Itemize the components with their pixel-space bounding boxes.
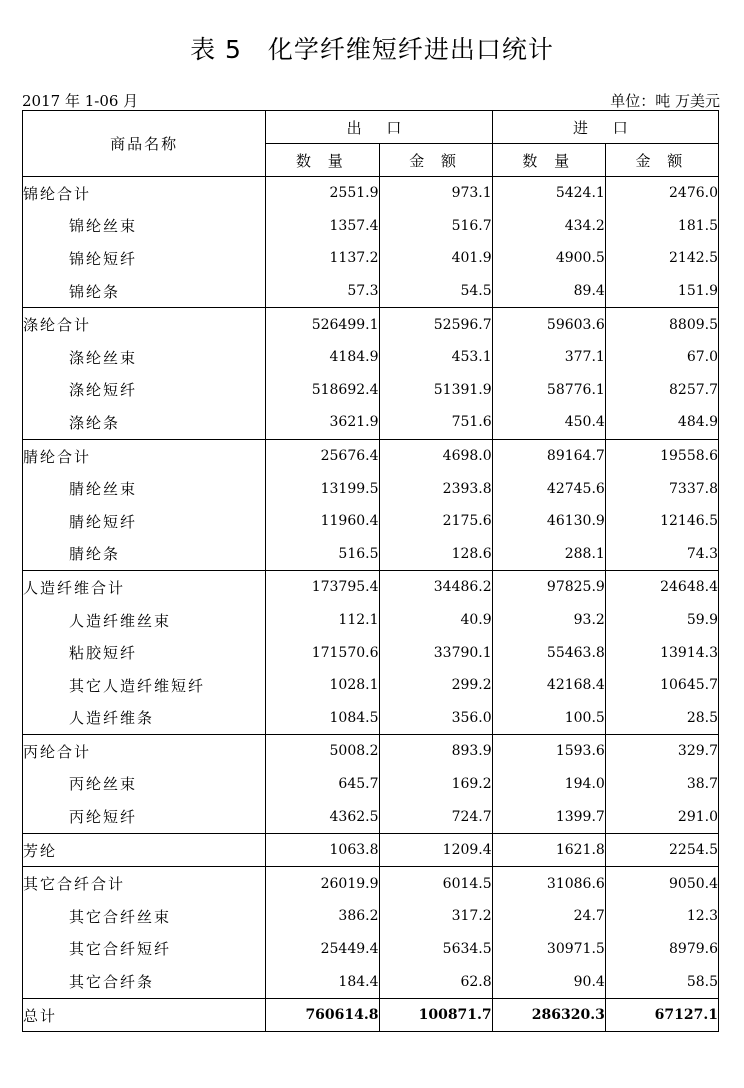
export-quantity-cell: 1137.2 — [266, 242, 379, 275]
export-quantity-cell: 4362.5 — [266, 800, 379, 833]
import-amount-cell: 12.3 — [605, 900, 718, 933]
export-quantity-cell: 386.2 — [266, 900, 379, 933]
table-row — [23, 538, 719, 571]
import-amount-cell: 19558.6 — [605, 439, 718, 472]
export-quantity-cell: 526499.1 — [266, 308, 379, 341]
export-quantity-cell: 2551.9 — [266, 177, 379, 210]
export-quantity-cell: 1063.8 — [266, 833, 379, 867]
export-amount-cell: 516.7 — [379, 210, 492, 243]
product-name-cell: 人造纤维丝束 — [23, 604, 266, 637]
import-quantity-cell: 377.1 — [492, 341, 605, 374]
import-amount-cell: 58.5 — [605, 965, 718, 998]
import-quantity-cell: 1593.6 — [492, 735, 605, 768]
import-quantity-cell: 46130.9 — [492, 505, 605, 538]
product-name-cell: 其它合纤短纤 — [23, 933, 266, 966]
export-quantity-cell: 25676.4 — [266, 439, 379, 472]
product-name-cell: 其它合纤丝束 — [23, 900, 266, 933]
table-row — [23, 604, 719, 637]
table-row — [23, 933, 719, 966]
table-row — [23, 833, 719, 867]
product-name-cell: 涤纶条 — [23, 406, 266, 439]
table-row — [23, 965, 719, 998]
export-amount-cell: 52596.7 — [379, 308, 492, 341]
export-amount-cell: 4698.0 — [379, 439, 492, 472]
table-row — [23, 998, 719, 1032]
product-name-cell: 丙纶合计 — [23, 735, 266, 768]
import-amount-cell: 9050.4 — [605, 867, 718, 900]
import-quantity-cell: 450.4 — [492, 406, 605, 439]
export-amount-cell: 356.0 — [379, 702, 492, 735]
import-quantity-cell: 288.1 — [492, 538, 605, 571]
header-import-quantity: 数 量 — [492, 144, 605, 177]
import-quantity-cell: 58776.1 — [492, 374, 605, 407]
export-quantity-cell: 1357.4 — [266, 210, 379, 243]
product-name-cell: 其它合纤合计 — [23, 867, 266, 900]
export-amount-cell: 40.9 — [379, 604, 492, 637]
import-amount-cell: 2254.5 — [605, 833, 718, 867]
import-quantity-cell: 93.2 — [492, 604, 605, 637]
export-amount-cell: 51391.9 — [379, 374, 492, 407]
table-row — [23, 669, 719, 702]
export-quantity-cell: 5008.2 — [266, 735, 379, 768]
table-row — [23, 439, 719, 472]
product-name-cell: 锦纶丝束 — [23, 210, 266, 243]
export-quantity-cell: 3621.9 — [266, 406, 379, 439]
export-amount-cell: 2393.8 — [379, 472, 492, 505]
product-name-cell: 粘胶短纤 — [23, 636, 266, 669]
export-amount-cell: 299.2 — [379, 669, 492, 702]
product-name-cell: 锦纶条 — [23, 275, 266, 308]
export-amount-cell: 893.9 — [379, 735, 492, 768]
export-quantity-cell: 184.4 — [266, 965, 379, 998]
import-amount-cell: 484.9 — [605, 406, 718, 439]
table-row — [23, 308, 719, 341]
import-amount-cell: 28.5 — [605, 702, 718, 735]
import-quantity-cell: 59603.6 — [492, 308, 605, 341]
export-amount-cell: 401.9 — [379, 242, 492, 275]
export-amount-cell: 5634.5 — [379, 933, 492, 966]
product-name-cell: 总计 — [23, 998, 266, 1032]
product-name-cell: 丙纶丝束 — [23, 768, 266, 801]
header-import: 进 口 — [492, 111, 718, 144]
import-quantity-cell: 4900.5 — [492, 242, 605, 275]
header-export-quantity: 数 量 — [266, 144, 379, 177]
import-quantity-cell: 90.4 — [492, 965, 605, 998]
import-quantity-cell: 5424.1 — [492, 177, 605, 210]
product-name-cell: 芳纶 — [23, 833, 266, 867]
header-import-amount: 金 额 — [605, 144, 718, 177]
export-amount-cell: 169.2 — [379, 768, 492, 801]
export-amount-cell: 2175.6 — [379, 505, 492, 538]
page-title: 表 5 化学纤维短纤进出口统计 — [190, 35, 554, 64]
export-amount-cell: 33790.1 — [379, 636, 492, 669]
table-row — [23, 177, 719, 210]
import-amount-cell: 67.0 — [605, 341, 718, 374]
import-amount-cell: 59.9 — [605, 604, 718, 637]
import-quantity-cell: 42168.4 — [492, 669, 605, 702]
export-amount-cell: 453.1 — [379, 341, 492, 374]
import-quantity-cell: 286320.3 — [492, 998, 605, 1032]
product-name-cell: 涤纶合计 — [23, 308, 266, 341]
product-name-cell: 锦纶合计 — [23, 177, 266, 210]
table-row — [23, 867, 719, 900]
export-amount-cell: 317.2 — [379, 900, 492, 933]
import-quantity-cell: 194.0 — [492, 768, 605, 801]
import-quantity-cell: 97825.9 — [492, 571, 605, 604]
table-row — [23, 242, 719, 275]
import-amount-cell: 2142.5 — [605, 242, 718, 275]
import-amount-cell: 10645.7 — [605, 669, 718, 702]
product-name-cell: 丙纶短纤 — [23, 800, 266, 833]
period-label: 2017 年 1-06 月 — [22, 92, 139, 110]
export-quantity-cell: 171570.6 — [266, 636, 379, 669]
export-amount-cell: 1209.4 — [379, 833, 492, 867]
header-product-name: 商品名称 — [23, 111, 266, 177]
product-name-cell: 腈纶条 — [23, 538, 266, 571]
import-quantity-cell: 89164.7 — [492, 439, 605, 472]
import-amount-cell: 7337.8 — [605, 472, 718, 505]
export-amount-cell: 54.5 — [379, 275, 492, 308]
import-quantity-cell: 1399.7 — [492, 800, 605, 833]
table-body — [23, 177, 719, 1032]
import-amount-cell: 74.3 — [605, 538, 718, 571]
export-quantity-cell: 518692.4 — [266, 374, 379, 407]
table-row — [23, 472, 719, 505]
import-amount-cell: 24648.4 — [605, 571, 718, 604]
product-name-cell: 涤纶丝束 — [23, 341, 266, 374]
export-quantity-cell: 26019.9 — [266, 867, 379, 900]
export-amount-cell: 973.1 — [379, 177, 492, 210]
table-row — [23, 505, 719, 538]
export-amount-cell: 6014.5 — [379, 867, 492, 900]
import-quantity-cell: 55463.8 — [492, 636, 605, 669]
export-amount-cell: 34486.2 — [379, 571, 492, 604]
table-row — [23, 735, 719, 768]
table-row — [23, 406, 719, 439]
export-quantity-cell: 112.1 — [266, 604, 379, 637]
import-quantity-cell: 24.7 — [492, 900, 605, 933]
import-quantity-cell: 31086.6 — [492, 867, 605, 900]
table-row — [23, 210, 719, 243]
export-quantity-cell: 1028.1 — [266, 669, 379, 702]
export-quantity-cell: 25449.4 — [266, 933, 379, 966]
export-amount-cell: 128.6 — [379, 538, 492, 571]
table-row — [23, 702, 719, 735]
product-name-cell: 其它合纤条 — [23, 965, 266, 998]
export-amount-cell: 751.6 — [379, 406, 492, 439]
product-name-cell: 锦纶短纤 — [23, 242, 266, 275]
import-amount-cell: 8257.7 — [605, 374, 718, 407]
export-quantity-cell: 516.5 — [266, 538, 379, 571]
import-amount-cell: 67127.1 — [605, 998, 718, 1032]
table-row — [23, 900, 719, 933]
product-name-cell: 其它人造纤维短纤 — [23, 669, 266, 702]
import-quantity-cell: 100.5 — [492, 702, 605, 735]
table-row — [23, 800, 719, 833]
import-amount-cell: 8809.5 — [605, 308, 718, 341]
header-export-amount: 金 额 — [379, 144, 492, 177]
import-amount-cell: 181.5 — [605, 210, 718, 243]
export-amount-cell: 100871.7 — [379, 998, 492, 1032]
import-quantity-cell: 30971.5 — [492, 933, 605, 966]
table-row — [23, 341, 719, 374]
import-amount-cell: 291.0 — [605, 800, 718, 833]
export-quantity-cell: 4184.9 — [266, 341, 379, 374]
product-name-cell: 腈纶短纤 — [23, 505, 266, 538]
export-quantity-cell: 11960.4 — [266, 505, 379, 538]
export-quantity-cell: 760614.8 — [266, 998, 379, 1032]
export-quantity-cell: 57.3 — [266, 275, 379, 308]
import-quantity-cell: 1621.8 — [492, 833, 605, 867]
import-quantity-cell: 42745.6 — [492, 472, 605, 505]
table-row — [23, 636, 719, 669]
import-amount-cell: 13914.3 — [605, 636, 718, 669]
import-amount-cell: 38.7 — [605, 768, 718, 801]
table-row — [23, 571, 719, 604]
export-amount-cell: 62.8 — [379, 965, 492, 998]
product-name-cell: 人造纤维条 — [23, 702, 266, 735]
import-amount-cell: 8979.6 — [605, 933, 718, 966]
fiber-trade-table — [22, 110, 719, 1032]
import-amount-cell: 329.7 — [605, 735, 718, 768]
export-quantity-cell: 645.7 — [266, 768, 379, 801]
import-quantity-cell: 434.2 — [492, 210, 605, 243]
table-row — [23, 768, 719, 801]
unit-label: 单位：吨 万美元 — [610, 92, 720, 110]
header-export: 出 口 — [266, 111, 492, 144]
export-quantity-cell: 173795.4 — [266, 571, 379, 604]
export-amount-cell: 724.7 — [379, 800, 492, 833]
import-amount-cell: 2476.0 — [605, 177, 718, 210]
export-quantity-cell: 13199.5 — [266, 472, 379, 505]
import-amount-cell: 151.9 — [605, 275, 718, 308]
product-name-cell: 腈纶丝束 — [23, 472, 266, 505]
table-row — [23, 275, 719, 308]
import-quantity-cell: 89.4 — [492, 275, 605, 308]
product-name-cell: 人造纤维合计 — [23, 571, 266, 604]
product-name-cell: 涤纶短纤 — [23, 374, 266, 407]
table-row — [23, 374, 719, 407]
product-name-cell: 腈纶合计 — [23, 439, 266, 472]
export-quantity-cell: 1084.5 — [266, 702, 379, 735]
import-amount-cell: 12146.5 — [605, 505, 718, 538]
